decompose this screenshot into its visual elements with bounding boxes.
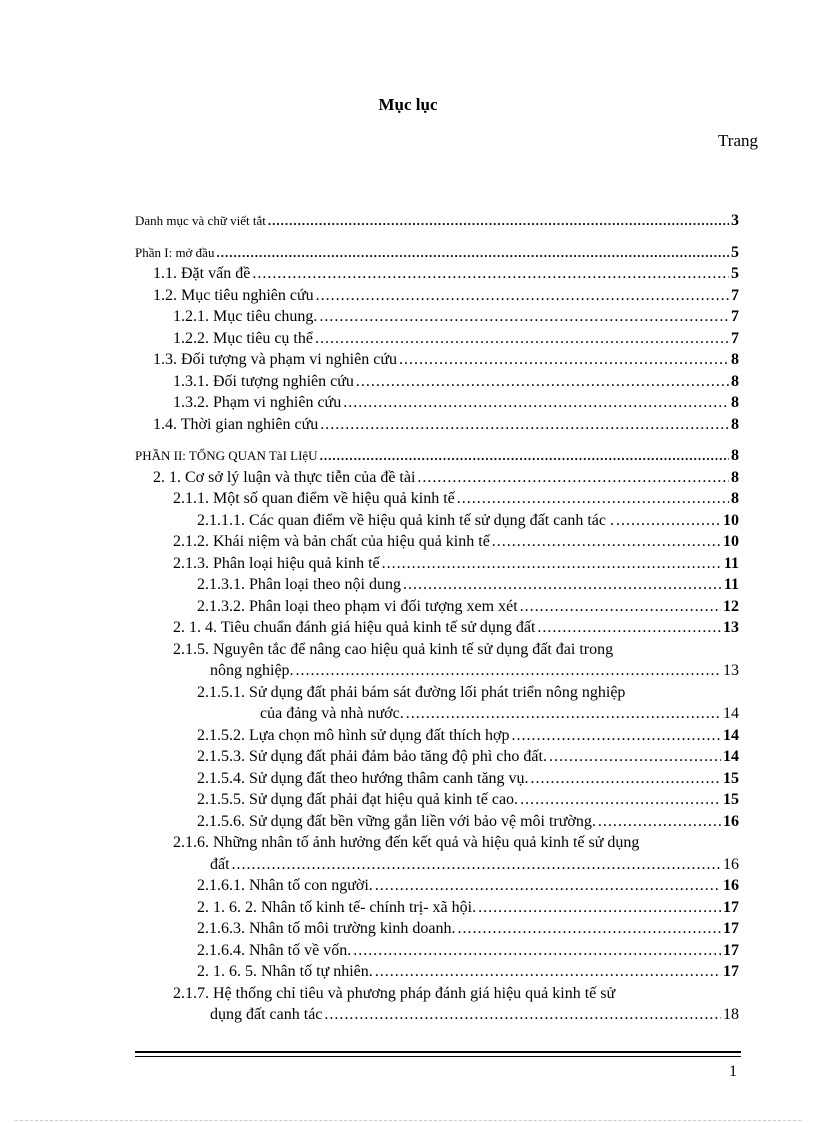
toc-entry[interactable] bbox=[135, 832, 739, 875]
toc-leader-dots bbox=[324, 1004, 721, 1026]
toc-leader-dots bbox=[320, 445, 729, 467]
toc-entry-label: 2. 1. 6. 2. Nhân tố kinh tế- chính trị- xã hội. bbox=[197, 898, 477, 916]
toc-entry-label: 1.3. Đối tượng và phạm vi nghiên cứu bbox=[153, 351, 397, 368]
toc-entry[interactable] bbox=[135, 392, 739, 414]
toc-entry-page: 14 bbox=[723, 726, 739, 744]
toc-entry-page: 7 bbox=[731, 308, 739, 325]
toc-entry-label: 2.1.5.1. Sử dụng đất phải bám sát đường lối phát triển nông nghiệp bbox=[197, 683, 626, 701]
toc-entry-page: 15 bbox=[723, 791, 739, 808]
toc-entry-label: Phần I: mở đầu bbox=[135, 244, 215, 260]
toc-entry-page: 8 bbox=[731, 372, 739, 390]
toc-leader-dots bbox=[537, 617, 721, 639]
toc-section-entry[interactable] bbox=[135, 445, 739, 467]
toc-entry[interactable] bbox=[135, 371, 739, 393]
toc-entry-page: 16 bbox=[723, 855, 739, 873]
toc-entry-page: 17 bbox=[723, 963, 739, 980]
toc-entry[interactable] bbox=[135, 510, 739, 532]
toc-entry-label: 2.1.6.4. Nhân tố về vốn. bbox=[197, 941, 352, 959]
page-number: 1 bbox=[729, 1063, 737, 1080]
toc-entry-label: 1.3.1. Đối tượng nghiên cứu bbox=[173, 372, 354, 390]
toc-entry[interactable] bbox=[135, 875, 739, 897]
toc-entry-label: Danh mục và chữ viết tắt bbox=[135, 213, 266, 228]
toc-leader-dots bbox=[399, 349, 729, 371]
toc-entry-label: 2.1.3.2. Phân loại theo phạm vi đối tượng xem xét bbox=[197, 597, 518, 615]
page-break-line bbox=[15, 1120, 801, 1121]
toc-entry-label: 2. 1. 6. 5. Nhân tố tự nhiên. bbox=[197, 963, 373, 980]
toc-entry-page: 12 bbox=[723, 597, 739, 615]
toc-leader-dots bbox=[216, 242, 729, 264]
toc-entry-label: 2.1.2. Khái niệm và bản chất của hiệu quả kinh tế bbox=[173, 533, 490, 550]
toc-entry[interactable] bbox=[135, 488, 739, 510]
toc-entry[interactable] bbox=[135, 789, 739, 811]
toc-entry-page: 7 bbox=[731, 329, 739, 347]
toc-entry[interactable] bbox=[135, 306, 739, 328]
toc-entry-page: 7 bbox=[731, 286, 739, 304]
toc-entry-label: 2. 1. Cơ sở lý luận và thực tiễn của đề tài bbox=[153, 468, 416, 486]
toc-leader-dots bbox=[531, 768, 721, 790]
toc-entry-label-continued: nông nghiệp. bbox=[210, 662, 294, 679]
toc-leader-dots bbox=[315, 328, 729, 350]
toc-entry-label: 2.1.1.1. Các quan điểm về hiệu quả kinh tế sử dụng đất canh tác . bbox=[197, 511, 615, 529]
toc-entry-page: 18 bbox=[723, 1006, 739, 1023]
toc-entry-label: 2.1.3. Phân loại hiệu quả kinh tế bbox=[173, 554, 380, 572]
toc-entry-page: 14 bbox=[723, 705, 739, 722]
toc-leader-dots bbox=[616, 510, 721, 532]
toc-entry-page: 16 bbox=[723, 812, 739, 830]
toc-entry-label: 1.3.2. Phạm vi nghiên cứu bbox=[173, 394, 342, 411]
toc-leader-dots bbox=[296, 660, 721, 682]
toc-entry[interactable] bbox=[135, 746, 739, 768]
toc-entry-page: 8 bbox=[731, 351, 739, 368]
toc-entry-label: 1.2.2. Mục tiêu cụ thể bbox=[173, 329, 313, 347]
toc-entry-page: 5 bbox=[731, 243, 739, 261]
toc-entry-label: 2.1.5.6. Sử dụng đất bền vững gắn liền với bảo vệ môi trường. bbox=[197, 812, 596, 830]
toc-entry[interactable] bbox=[135, 961, 739, 983]
toc-entry[interactable] bbox=[135, 940, 739, 962]
toc-entry-label: 2.1.5.2. Lựa chọn mô hình sử dụng đất thích hợp bbox=[197, 726, 510, 744]
toc-entry-page: 13 bbox=[723, 619, 739, 636]
toc-entry-page: 17 bbox=[723, 941, 739, 959]
toc-leader-dots bbox=[320, 414, 729, 436]
toc-entry-page: 8 bbox=[731, 490, 739, 507]
page-column-label: Trang bbox=[718, 131, 758, 150]
toc-entry[interactable] bbox=[135, 682, 739, 725]
toc-leader-dots bbox=[406, 703, 721, 725]
toc-entry[interactable] bbox=[135, 918, 739, 940]
toc-entry[interactable] bbox=[135, 574, 739, 596]
toc-entry-page: 8 bbox=[731, 447, 739, 464]
toc-entry-page: 14 bbox=[723, 748, 739, 765]
toc-entry-label: 2.1.5.3. Sử dụng đất phải đảm bảo tăng độ phì cho đất. bbox=[197, 748, 547, 765]
toc-entry[interactable] bbox=[135, 531, 739, 553]
toc-entry-label: 1.2. Mục tiêu nghiên cứu bbox=[153, 286, 314, 304]
toc-entry-label: 2.1.6.1. Nhân tố con người. bbox=[197, 877, 373, 894]
table-of-contents bbox=[135, 210, 739, 1026]
toc-entry-page: 8 bbox=[731, 415, 739, 433]
toc-entry-label: 2.1.6. Những nhân tố ảnh hưởng đến kết quả và hiệu quả kinh tế sử dụng bbox=[173, 834, 640, 851]
toc-entry-label: 2.1.3.1. Phân loại theo nội dung bbox=[197, 576, 401, 593]
toc-entry-page: 8 bbox=[731, 468, 739, 486]
toc-entry-page: 10 bbox=[723, 511, 739, 529]
toc-leader-dots bbox=[403, 574, 722, 596]
toc-entry-page: 15 bbox=[723, 769, 739, 787]
footer-rule-thin bbox=[135, 1056, 741, 1057]
toc-entry[interactable] bbox=[135, 725, 739, 747]
toc-leader-dots bbox=[268, 210, 729, 232]
toc-entry-page: 13 bbox=[723, 662, 739, 679]
toc-leader-dots bbox=[417, 467, 729, 489]
toc-gap bbox=[135, 232, 739, 242]
toc-entry-label: 2.1.6.3. Nhân tố môi trường kinh doanh. bbox=[197, 920, 456, 937]
toc-entry-page: 3 bbox=[731, 212, 739, 229]
toc-leader-dots bbox=[492, 531, 721, 553]
toc-entry[interactable] bbox=[135, 263, 739, 285]
toc-entry-page: 17 bbox=[723, 898, 739, 916]
toc-leader-dots bbox=[343, 392, 729, 414]
toc-entry-label: PHẦN II: TỔNG QUAN TàI LIệU bbox=[135, 448, 318, 463]
toc-entry-page: 16 bbox=[723, 877, 739, 894]
toc-leader-dots bbox=[375, 875, 721, 897]
toc-leader-dots bbox=[520, 789, 721, 811]
toc-entry-label: 1.1. Đặt vấn đề bbox=[153, 265, 251, 282]
toc-entry[interactable] bbox=[135, 768, 739, 790]
toc-leader-dots bbox=[598, 811, 721, 833]
toc-leader-dots bbox=[316, 285, 729, 307]
toc-entry[interactable] bbox=[135, 467, 739, 489]
toc-leader-dots bbox=[353, 940, 721, 962]
toc-entry-label: 2.1.5. Nguyên tắc để nâng cao hiệu quả kinh tế sử dụng đất đai trong bbox=[173, 640, 614, 658]
toc-leader-dots bbox=[457, 918, 721, 940]
toc-leader-dots bbox=[520, 596, 721, 618]
toc-leader-dots bbox=[232, 854, 721, 876]
toc-entry[interactable] bbox=[135, 617, 739, 639]
toc-leader-dots bbox=[382, 553, 722, 575]
toc-entry-label: 1.2.1. Mục tiêu chung. bbox=[173, 308, 318, 325]
toc-entry-label: 2.1.7. Hệ thống chỉ tiêu và phương pháp đánh giá hiệu quả kinh tế sử bbox=[173, 984, 616, 1002]
toc-title: Mục lục bbox=[378, 95, 438, 114]
toc-leader-dots bbox=[319, 306, 729, 328]
toc-leader-dots bbox=[511, 725, 721, 747]
toc-entry[interactable] bbox=[135, 983, 739, 1026]
toc-section-entry[interactable] bbox=[135, 242, 739, 264]
toc-leader-dots bbox=[457, 488, 729, 510]
toc-leader-dots bbox=[356, 371, 729, 393]
toc-entry-page: 11 bbox=[723, 554, 739, 572]
toc-leader-dots bbox=[478, 897, 721, 919]
toc-leader-dots bbox=[375, 961, 721, 983]
footer-rule-thick bbox=[135, 1051, 741, 1053]
toc-section-entry[interactable] bbox=[135, 210, 739, 232]
toc-entry-page: 11 bbox=[723, 576, 739, 593]
toc-entry-label: 2. 1. 4. Tiêu chuẩn đánh giá hiệu quả kinh tế sử dụng đất bbox=[173, 619, 536, 636]
toc-entry-label: 1.4. Thời gian nghiên cứu bbox=[153, 415, 319, 433]
toc-entry-page: 17 bbox=[723, 920, 739, 937]
toc-gap bbox=[135, 435, 739, 445]
toc-entry[interactable] bbox=[135, 285, 739, 307]
toc-entry-page: 10 bbox=[723, 533, 739, 550]
toc-entry[interactable] bbox=[135, 596, 739, 618]
toc-entry-label: 2.1.5.5. Sử dụng đất phải đạt hiệu quả kinh tế cao. bbox=[197, 791, 519, 808]
toc-entry-label: 2.1.1. Một số quan điểm về hiệu quả kinh tế bbox=[173, 490, 455, 507]
toc-entry[interactable] bbox=[135, 349, 739, 371]
toc-leader-dots bbox=[252, 263, 729, 285]
toc-entry-label-continued: dụng đất canh tác bbox=[210, 1006, 323, 1023]
toc-entry[interactable] bbox=[135, 414, 739, 436]
toc-leader-dots bbox=[549, 746, 721, 768]
toc-entry[interactable] bbox=[135, 328, 739, 350]
toc-entry-label: 2.1.5.4. Sử dụng đất theo hướng thâm canh tăng vụ. bbox=[197, 769, 529, 787]
toc-entry[interactable] bbox=[135, 553, 739, 575]
toc-entry[interactable] bbox=[135, 639, 739, 682]
toc-entry-label-continued: của đảng và nhà nước. bbox=[260, 705, 404, 722]
toc-entry[interactable] bbox=[135, 897, 739, 919]
toc-entry-page: 5 bbox=[731, 265, 739, 282]
toc-entry-page: 8 bbox=[731, 394, 739, 411]
toc-entry-label-continued: đất bbox=[210, 855, 230, 873]
toc-entry[interactable] bbox=[135, 811, 739, 833]
